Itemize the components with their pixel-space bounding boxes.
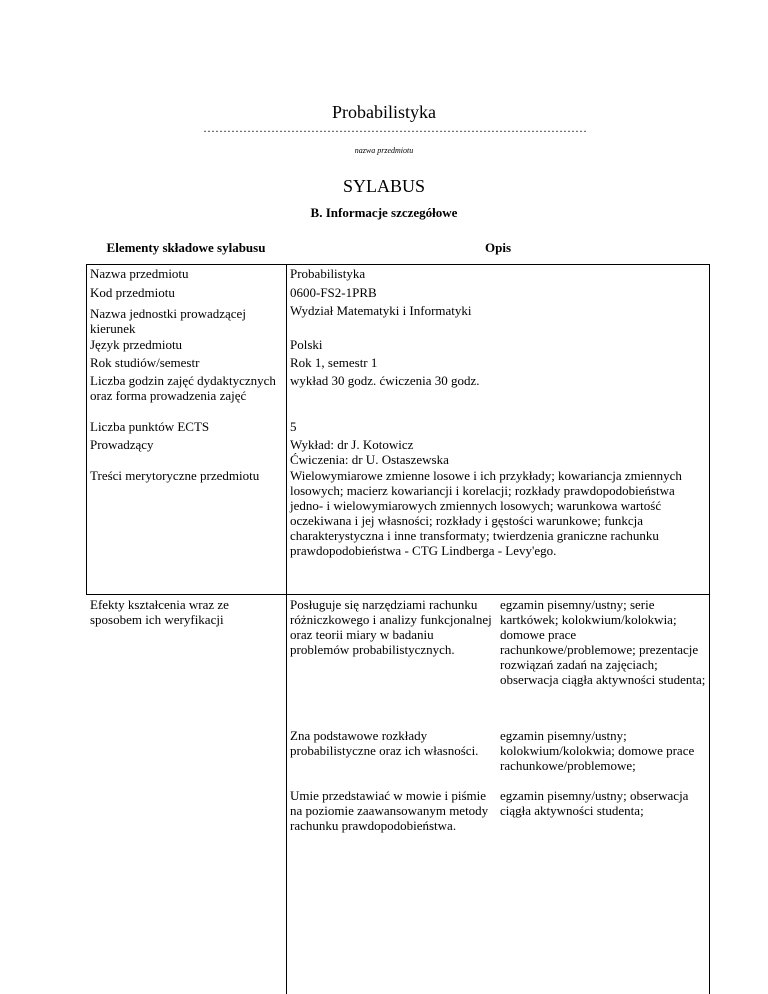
- value-tutor: Ćwiczenia: dr U. Ostaszewska: [290, 452, 449, 467]
- label-ects: Liczba punktów ECTS: [90, 419, 210, 434]
- column-header-elements: Elementy składowe sylabusu: [106, 240, 266, 255]
- value-lecturer: Wykład: dr J. Kotowicz: [290, 437, 414, 452]
- value-unit: Wydział Matematyki i Informatyki: [290, 303, 472, 318]
- value-content: Wielowymiarowe zmienne losowe i ich przykłady; kowariancja zmiennych losowych; macierz kowariancji i korelacji; rozkłady prawdopodobieństwa jedno- i wielowymiarowych zmiennych losowych; warunkowa wartość oczekiwana i jej własności; rozkłady i gęstości warunkowe; funkcja charakterystyczna i inne transformaty; twierdzenia graniczne rachunku prawdopodobieństwa - CTG Lindberga - Levy'ego.: [290, 468, 682, 558]
- column-header-description: Opis: [484, 240, 511, 255]
- section-subtitle: B. Informacje szczegółowe: [310, 205, 458, 220]
- label-course-code: Kod przedmiotu: [90, 285, 175, 300]
- table-row-divider: [86, 594, 710, 595]
- label-course-name: Nazwa przedmiotu: [90, 266, 189, 281]
- value-year-semester: Rok 1, semestr 1: [290, 355, 378, 370]
- outcome-2: Zna podstawowe rozkłady probabilistyczne oraz ich własności.: [290, 728, 479, 758]
- verification-2: egzamin pisemny/ustny; kolokwium/kolokwia; domowe prace rachunkowe/problemowe;: [500, 728, 695, 773]
- course-title: Probabilistyka: [332, 102, 436, 122]
- value-hours: wykład 30 godz. ćwiczenia 30 godz.: [290, 373, 480, 388]
- value-ects: 5: [290, 419, 297, 434]
- syllabus-heading: SYLABUS: [342, 176, 426, 196]
- title-dotted-line: ……………………………………………………………………………………: [203, 121, 587, 135]
- table-effects-divider: [286, 594, 287, 994]
- table-top-border: [86, 264, 710, 265]
- label-content: Treści merytoryczne przedmiotu: [90, 468, 260, 483]
- verification-1: egzamin pisemny/ustny; serie kartkówek; kolokwium/kolokwia; domowe prace rachunkowe/problemowe; prezentacje rozwiązań zadań na zajęciach; obserwacja ciągła aktywności studenta;: [500, 597, 706, 687]
- label-language: Język przedmiotu: [90, 337, 183, 352]
- verification-3: egzamin pisemny/ustny; obserwacja ciągła aktywności studenta;: [500, 788, 689, 818]
- label-instructors: Prowadzący: [90, 437, 154, 452]
- outcome-3: Umie przedstawiać w mowie i piśmie na poziomie zaawansowanym metody rachunku prawdopodobieństwa.: [290, 788, 489, 833]
- label-learning-outcomes: Efekty kształcenia wraz ze sposobem ich weryfikacji: [90, 597, 229, 627]
- label-unit: Nazwa jednostki prowadzącej kierunek: [90, 306, 246, 336]
- label-hours: Liczba godzin zajęć dydaktycznych oraz forma prowadzenia zajęć: [90, 373, 276, 403]
- table-left-border: [86, 264, 87, 594]
- value-course-code: 0600-FS2-1PRB: [290, 285, 377, 300]
- table-right-border: [709, 264, 710, 994]
- outcome-1: Posługuje się narzędziami rachunku różniczkowego i analizy funkcjonalnej oraz teorii miary w badaniu problemów probabilistycznych.: [290, 597, 492, 657]
- value-course-name: Probabilistyka: [290, 266, 366, 281]
- value-language: Polski: [290, 337, 323, 352]
- label-year-semester: Rok studiów/semestr: [90, 355, 200, 370]
- title-caption: nazwa przedmiotu: [354, 146, 414, 155]
